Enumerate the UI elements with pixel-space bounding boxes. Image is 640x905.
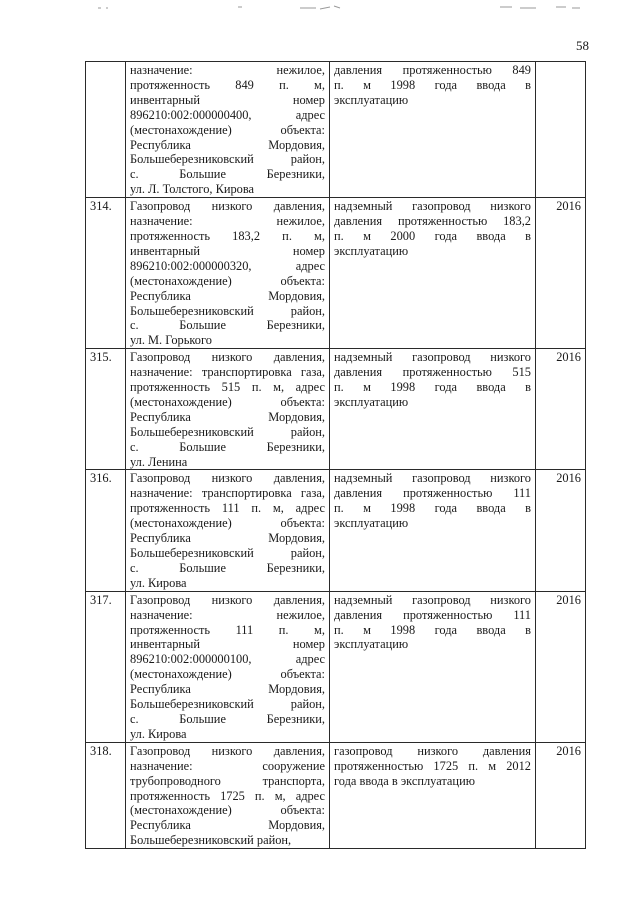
acquisition-year: 2016 <box>536 591 586 742</box>
object-description-line: надземный газопровод низкого <box>334 199 531 214</box>
object-description-line: п. м 1998 года ввода в <box>334 380 531 395</box>
object-name-line: назначение: нежилое, <box>130 63 325 77</box>
acquisition-year: 2016 <box>536 470 586 591</box>
object-description-line: давления протяженностью 849 <box>334 63 531 77</box>
object-description-line: п. м 1998 года ввода в <box>334 77 531 92</box>
object-name-line: (местонахождение) объекта: <box>130 667 325 682</box>
acquisition-year: 2016 <box>536 198 586 349</box>
object-name-line: назначение: нежилое, <box>130 214 325 229</box>
item-number: 316. <box>86 470 126 591</box>
object-name-line: ул. Л. Толстого, Кирова <box>130 182 255 197</box>
object-name-line: назначение: транспортировка газа, <box>130 486 325 501</box>
object-name-cell <box>126 349 330 470</box>
object-name-line: ул. Кирова <box>130 726 187 741</box>
object-description-line: эксплуатацию <box>334 637 409 652</box>
object-name-line: ул. М. Горького <box>130 333 212 348</box>
object-name-line: назначение: сооружение <box>130 758 325 773</box>
object-name-line: Республика Мордовия, <box>130 818 325 833</box>
object-description-cell <box>330 198 536 349</box>
object-description-line: давления протяженностью 515 <box>334 365 531 380</box>
object-name-line: (местонахождение) объекта: <box>130 122 325 137</box>
object-name-line: с. Большие Березники, <box>130 560 325 575</box>
object-name-line: Газопровод низкого давления, <box>130 743 325 758</box>
object-description-line: газопровод низкого давления <box>334 743 531 758</box>
object-name-line: Республика Мордовия, <box>130 531 325 546</box>
object-name-cell <box>126 470 330 591</box>
object-description-cell <box>330 470 536 591</box>
object-name-line: протяженность 111 п. м, адрес <box>130 501 325 516</box>
object-description-line: надземный газопровод низкого <box>334 471 531 486</box>
acquisition-year: 2016 <box>536 742 586 848</box>
object-description-line: эксплуатацию <box>334 243 409 258</box>
scan-artifacts <box>0 0 640 16</box>
object-name-line: Большеберезниковский район, <box>130 546 325 560</box>
object-description-line: п. м 2000 года ввода в <box>334 228 531 243</box>
object-name-line: Республика Мордовия, <box>130 288 325 303</box>
object-description-cell <box>330 62 536 198</box>
object-description-line: эксплуатацию <box>334 516 409 531</box>
object-description-line: года ввода в эксплуатацию <box>334 773 475 788</box>
item-number: 314. <box>86 198 126 349</box>
object-name-line: Республика Мордовия, <box>130 137 325 152</box>
item-number: 318. <box>86 742 126 848</box>
object-name-line: инвентарный номер <box>130 243 325 258</box>
object-description-line: давления протяженностью 111 <box>334 486 531 501</box>
object-description-line: давления протяженностью 111 <box>334 607 531 622</box>
object-name-line: инвентарный номер <box>130 92 325 107</box>
object-name-line: (местонахождение) объекта: <box>130 803 325 818</box>
registry-body <box>86 62 586 849</box>
page-number: 58 <box>576 38 589 53</box>
object-name-line: (местонахождение) объекта: <box>130 394 325 409</box>
object-name-line: Газопровод низкого давления, <box>130 350 325 365</box>
object-name-line: назначение: транспортировка газа, <box>130 365 325 380</box>
object-name-line: инвентарный номер <box>130 637 325 652</box>
table-row <box>86 198 586 349</box>
object-name-line: 896210:002:000000400, адрес <box>130 107 325 122</box>
object-name-line: Большеберезниковский район, <box>130 152 325 167</box>
object-description-line: эксплуатацию <box>334 92 409 107</box>
object-description-line: давления протяженностью 183,2 <box>334 214 531 229</box>
object-description-line: надземный газопровод низкого <box>334 350 531 365</box>
object-description-line: п. м 1998 года ввода в <box>334 622 531 637</box>
table-row <box>86 62 586 198</box>
object-name-line: протяженность 515 п. м, адрес <box>130 380 325 395</box>
object-name-cell <box>126 742 330 848</box>
object-name-cell <box>126 591 330 742</box>
acquisition-year: 2016 <box>536 349 586 470</box>
object-name-line: ул. Кирова <box>130 575 187 590</box>
table-row <box>86 349 586 470</box>
object-name-line: Газопровод низкого давления, <box>130 199 325 214</box>
object-name-line: 896210:002:000000320, адрес <box>130 258 325 273</box>
object-name-cell <box>126 198 330 349</box>
object-name-line: протяженность 111 п. м, <box>130 622 325 637</box>
object-name-line: назначение: нежилое, <box>130 607 325 622</box>
object-name-line: протяженность 849 п. м, <box>130 77 325 92</box>
item-number: 315. <box>86 349 126 470</box>
object-description-cell <box>330 742 536 848</box>
object-description-line: п. м 1998 года ввода в <box>334 501 531 516</box>
object-name-line: Республика Мордовия, <box>130 682 325 697</box>
object-name-cell <box>126 62 330 198</box>
object-name-line: с. Большие Березники, <box>130 318 325 333</box>
item-number: 317. <box>86 591 126 742</box>
table-row <box>86 742 586 848</box>
object-name-line: с. Большие Березники, <box>130 711 325 726</box>
object-name-line: Республика Мордовия, <box>130 409 325 424</box>
object-name-line: Газопровод низкого давления, <box>130 471 325 486</box>
object-name-line: протяженность 1725 п. м, адрес <box>130 788 325 803</box>
object-name-line: Большеберезниковский район, <box>130 833 292 848</box>
table-row <box>86 470 586 591</box>
object-name-line: с. Большие Березники, <box>130 167 325 182</box>
object-description-cell <box>330 349 536 470</box>
acquisition-year <box>536 62 586 198</box>
object-name-line: Большеберезниковский район, <box>130 424 325 439</box>
object-name-line: ул. Ленина <box>130 454 188 469</box>
object-name-line: Большеберезниковский район, <box>130 303 325 318</box>
object-description-line: протяженностью 1725 п. м 2012 <box>334 758 531 773</box>
object-name-line: (местонахождение) объекта: <box>130 273 325 288</box>
object-name-line: с. Большие Березники, <box>130 439 325 454</box>
registry-table <box>85 61 586 849</box>
object-name-line: (местонахождение) объекта: <box>130 516 325 531</box>
object-description-cell <box>330 591 536 742</box>
table-row <box>86 591 586 742</box>
object-name-line: Газопровод низкого давления, <box>130 592 325 607</box>
object-name-line: Большеберезниковский район, <box>130 697 325 712</box>
object-name-line: 896210:002:000000100, адрес <box>130 652 325 667</box>
object-description-line: эксплуатацию <box>334 394 409 409</box>
object-name-line: протяженность 183,2 п. м, <box>130 228 325 243</box>
item-number <box>86 62 126 198</box>
object-name-line: трубопроводного транспорта, <box>130 773 325 788</box>
object-description-line: надземный газопровод низкого <box>334 592 531 607</box>
